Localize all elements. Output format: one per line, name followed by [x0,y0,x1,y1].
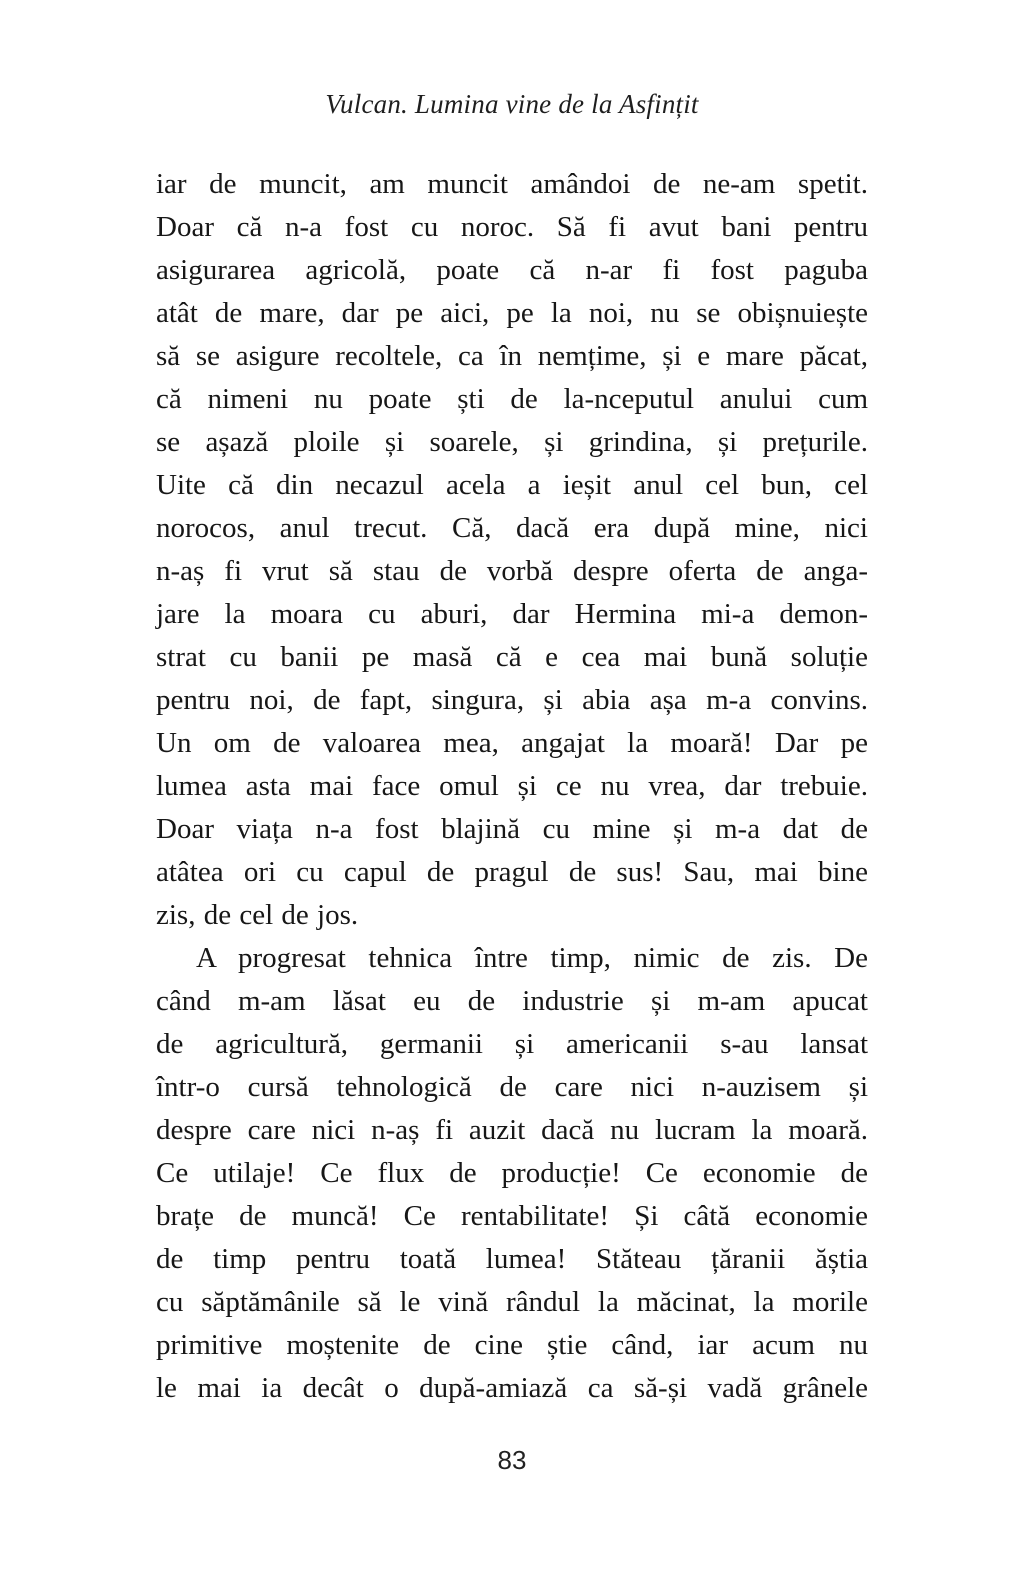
text-line: de agricultură, germanii și americanii s-au lansat [156,1028,868,1060]
text-line: strat cu banii pe masă că e cea mai bună soluție [156,641,868,673]
text-line: atât de mare, dar pe aici, pe la noi, nu se obișnuiește [156,297,868,329]
text-line: norocos, anul trecut. Că, dacă era după mine, nici [156,512,868,544]
text-line: brațe de muncă! Ce rentabilitate! Și câtă economie [156,1200,868,1232]
text-line: când m-am lăsat eu de industrie și m-am apucat [156,985,868,1017]
text-line: A progresat tehnica între timp, nimic de zis. De [196,942,868,974]
page-number: 83 [497,1445,527,1475]
text-line: atâtea ori cu capul de pragul de sus! Sau, mai bine [156,856,868,888]
body-text-block [156,163,868,1410]
text-line: n-aș fi vrut să stau de vorbă despre oferta de anga- [156,555,868,587]
running-header: Vulcan. Lumina vine de la Asfințit [325,89,699,119]
text-line: pentru noi, de fapt, singura, și abia așa m-a convins. [156,684,868,716]
text-line: despre care nici n-aș fi auzit dacă nu lucram la moară. [156,1114,868,1146]
text-line: se așază ploile și soarele, și grindina, și prețurile. [156,426,868,458]
text-line: le mai ia decât o după-amiază ca să-și vadă grânele [156,1372,868,1404]
text-line: Doar viața n-a fost blajină cu mine și m-a dat de [156,813,868,845]
text-line: de timp pentru toată lumea! Stăteau țăranii ăștia [156,1243,868,1275]
text-line: asigurarea agricolă, poate că n-ar fi fost paguba [156,254,868,286]
text-line: jare la moara cu aburi, dar Hermina mi-a demon- [156,598,868,630]
text-line: primitive moștenite de cine știe când, iar acum nu [156,1329,868,1361]
text-line: iar de muncit, am muncit amândoi de ne-am spetit. [156,168,868,200]
text-line: că nimeni nu poate ști de la-nceputul anului cum [156,383,868,415]
text-line: Ce utilaje! Ce flux de producție! Ce economie de [156,1157,868,1189]
text-line: lumea asta mai face omul și ce nu vrea, dar trebuie. [156,770,868,802]
text-line: cu săptămânile să le vină rândul la măcinat, la morile [156,1286,868,1318]
text-line: să se asigure recoltele, ca în nemțime, și e mare păcat, [156,340,868,372]
text-line: Un om de valoarea mea, angajat la moară! Dar pe [156,727,868,759]
text-line: Doar că n-a fost cu noroc. Să fi avut bani pentru [156,211,868,243]
text-line: Uite că din necazul acela a ieșit anul cel bun, cel [156,469,868,501]
text-line: zis, de cel de jos. [156,899,359,931]
text-line: într-o cursă tehnologică de care nici n-auzisem și [156,1071,868,1103]
